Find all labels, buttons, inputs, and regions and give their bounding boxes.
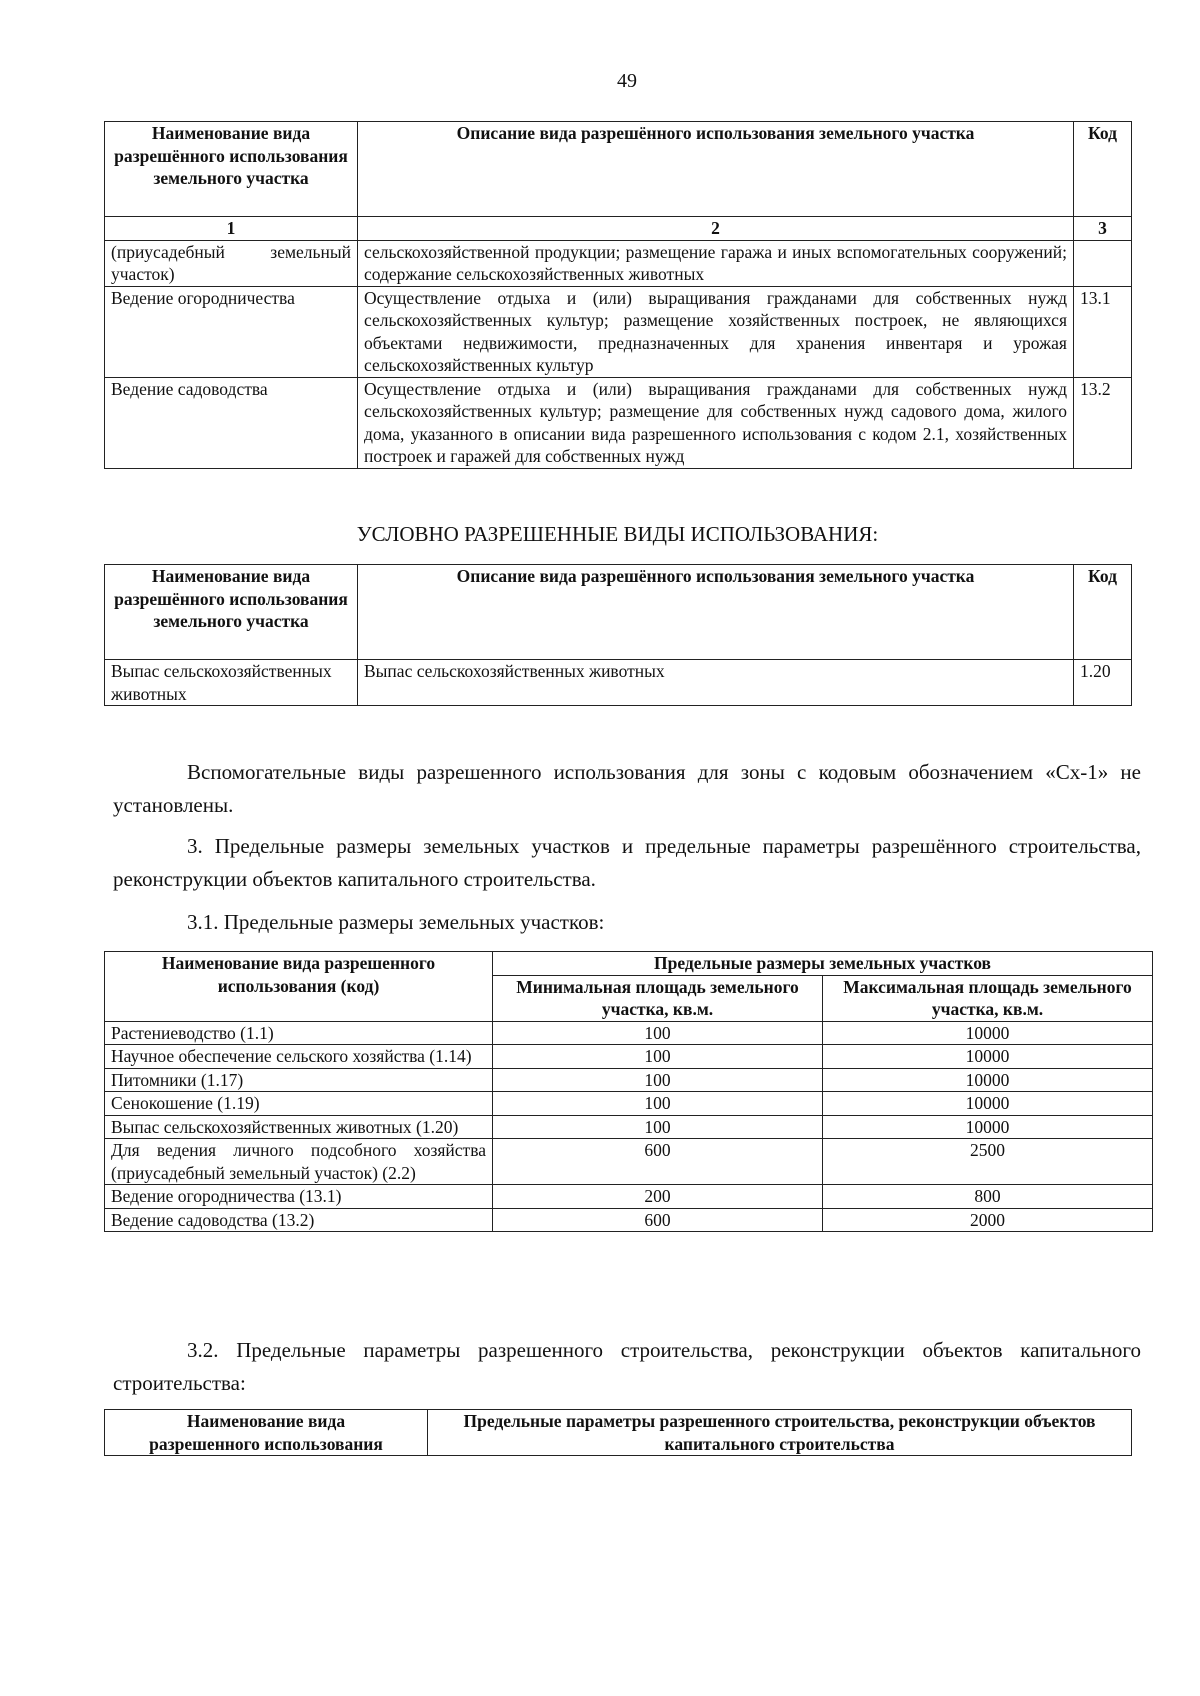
table-row — [105, 377, 1132, 468]
section-3-2-paragraph: 3.2. Предельные параметры разрешенного строительства, реконструкции объектов капитального строительства: — [113, 1338, 1141, 1395]
use-name: Растениеводство (1.1) — [105, 1021, 493, 1045]
use-name: Выпас сельскохозяйственных животных (1.20) — [105, 1115, 493, 1139]
use-name: Ведение садоводства — [105, 377, 358, 468]
min-area: 100 — [493, 1045, 823, 1069]
header-min-area: Минимальная площадь земельного участка, кв.м. — [493, 975, 823, 1021]
max-area: 2500 — [823, 1139, 1153, 1185]
table-row — [105, 1208, 1153, 1232]
max-area: 800 — [823, 1185, 1153, 1209]
table-row — [105, 660, 1132, 706]
max-area: 10000 — [823, 1068, 1153, 1092]
min-area: 100 — [493, 1068, 823, 1092]
col-number: 1 — [105, 217, 358, 241]
permitted-uses-table — [104, 121, 1132, 469]
use-name: Сенокошение (1.19) — [105, 1092, 493, 1116]
min-area: 100 — [493, 1115, 823, 1139]
col-number: 3 — [1074, 217, 1132, 241]
table-row — [105, 1115, 1153, 1139]
min-area: 200 — [493, 1185, 823, 1209]
use-name: Выпас сельскохозяйственных животных — [105, 660, 358, 706]
use-name: Питомники (1.17) — [105, 1068, 493, 1092]
use-description: Осуществление отдыха и (или) выращивания гражданами для собственных нужд сельскохозяйственных культур; размещение хозяйственных построек, не являющихся объектами недвижимости, предназначенных для хранения инвентаря и урожая сельскохозяйственных культур — [358, 286, 1074, 377]
max-area: 10000 — [823, 1045, 1153, 1069]
use-name: Научное обеспечение сельского хозяйства (1.14) — [105, 1045, 493, 1069]
auxiliary-uses-paragraph: Вспомогательные виды разрешенного использования для зоны с кодовым обозначением «Сх-1» не установлены. — [113, 760, 1141, 817]
use-code: 1.20 — [1074, 660, 1132, 706]
min-area: 100 — [493, 1092, 823, 1116]
use-code: 13.2 — [1074, 377, 1132, 468]
use-description: Выпас сельскохозяйственных животных — [358, 660, 1074, 706]
use-description: сельскохозяйственной продукции; размещение гаража и иных вспомогательных сооружений; содержание сельскохозяйственных животных — [358, 240, 1074, 286]
use-code: 13.1 — [1074, 286, 1132, 377]
table-row — [105, 1139, 1153, 1185]
conditional-uses-table — [104, 564, 1132, 706]
max-area: 2000 — [823, 1208, 1153, 1232]
header-max-area: Максимальная площадь земельного участка, кв.м. — [823, 975, 1153, 1021]
header-description: Описание вида разрешённого использования земельного участка — [358, 122, 1074, 217]
min-area: 600 — [493, 1139, 823, 1185]
header-name: Наименование вида разрешённого использования земельного участка — [105, 122, 358, 217]
use-description: Осуществление отдыха и (или) выращивания гражданами для собственных нужд сельскохозяйственных культур; размещение для собственных нужд садового дома, жилого дома, указанного в описании вида разрешенного использования с кодом 2.1, хозяйственных построек и гаражей для собственных нужд — [358, 377, 1074, 468]
use-name: Ведение огородничества (13.1) — [105, 1185, 493, 1209]
construction-parameters-table — [104, 1409, 1132, 1456]
max-area: 10000 — [823, 1115, 1153, 1139]
section-3-1-paragraph: 3.1. Предельные размеры земельных участков: — [187, 910, 605, 934]
table-row — [105, 1185, 1153, 1209]
plot-size-limits-table — [104, 951, 1153, 1232]
page-number: 49 — [617, 70, 637, 92]
table-row — [105, 1021, 1153, 1045]
conditional-uses-heading: УСЛОВНО РАЗРЕШЕННЫЕ ВИДЫ ИСПОЛЬЗОВАНИЯ: — [356, 522, 879, 546]
table-row — [105, 1045, 1153, 1069]
table-row — [105, 240, 1132, 286]
table-header-row — [105, 1410, 1132, 1456]
use-name: (приусадебный земельный участок) — [105, 240, 358, 286]
table-header-row — [105, 565, 1132, 660]
header-group: Предельные размеры земельных участков — [493, 952, 1153, 976]
header-name: Наименование вида разрешённого использования земельного участка — [105, 565, 358, 660]
max-area: 10000 — [823, 1021, 1153, 1045]
header-code: Код — [1074, 565, 1132, 660]
max-area: 10000 — [823, 1092, 1153, 1116]
col-number: 2 — [358, 217, 1074, 241]
table-row — [105, 1068, 1153, 1092]
header-name: Наименование вида разрешенного использования — [105, 1410, 428, 1456]
use-name: Для ведения личного подсобного хозяйства (приусадебный земельный участок) (2.2) — [105, 1139, 493, 1185]
use-code — [1074, 240, 1132, 286]
table-row — [105, 1092, 1153, 1116]
column-number-row — [105, 217, 1132, 241]
use-name: Ведение огородничества — [105, 286, 358, 377]
table-header-row — [105, 952, 1153, 976]
header-name: Наименование вида разрешенного использования (код) — [105, 952, 493, 1022]
table-header-row — [105, 122, 1132, 217]
header-description: Описание вида разрешённого использования земельного участка — [358, 565, 1074, 660]
table-row — [105, 286, 1132, 377]
use-name: Ведение садоводства (13.2) — [105, 1208, 493, 1232]
section-3-paragraph: 3. Предельные размеры земельных участков и предельные параметры разрешённого строительства, реконструкции объектов капитального строительства. — [113, 834, 1141, 891]
header-code: Код — [1074, 122, 1132, 217]
header-parameters: Предельные параметры разрешенного строительства, реконструкции объектов капитального строительства — [428, 1410, 1132, 1456]
min-area: 100 — [493, 1021, 823, 1045]
min-area: 600 — [493, 1208, 823, 1232]
